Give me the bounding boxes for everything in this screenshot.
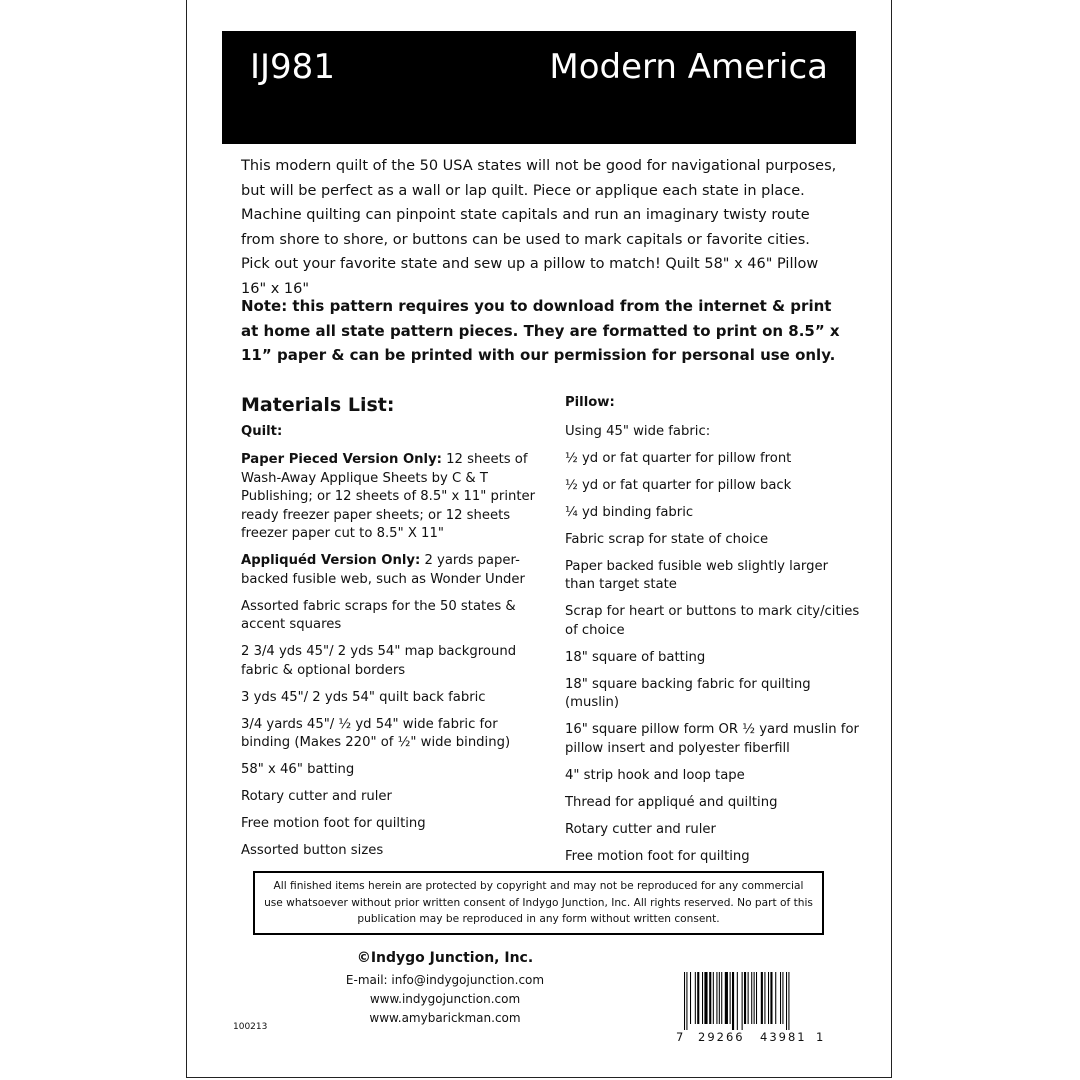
quilt-material-item: Rotary cutter and ruler [241, 789, 392, 804]
barcode-first-digit: 7 [676, 1030, 684, 1044]
upc-barcode [676, 972, 826, 1044]
pillow-material-item: Free motion foot for quilting [565, 848, 750, 864]
pillow-material-item: Paper backed fusible web slightly larger than target state [565, 558, 829, 592]
pattern-title: Modern America [549, 47, 828, 87]
barcode-bar [770, 972, 772, 1024]
barcode-bar [716, 972, 717, 1024]
publisher-info [320, 950, 570, 1028]
barcode-bar [754, 972, 755, 1024]
quilt-material-item: Assorted button sizes [241, 843, 384, 858]
barcode-bar [775, 972, 776, 1024]
barcode-left-digits: 29266 [698, 1030, 745, 1044]
barcode-bars [676, 972, 822, 1030]
pillow-material-item: 18" square of batting [565, 649, 706, 665]
barcode-bar [780, 972, 781, 1024]
barcode-bar [764, 972, 765, 1024]
barcode-bar [709, 972, 711, 1024]
barcode-bar [702, 972, 703, 1024]
designer-website[interactable]: www.amybarickman.com [369, 1011, 521, 1025]
barcode-check-digit: 1 [816, 1030, 824, 1044]
barcode-bar [786, 972, 787, 1030]
pillow-material-item: Fabric scrap for state of choice [565, 531, 769, 547]
applique-label: Appliquéd Version Only: [241, 553, 421, 568]
copyright-text: All finished items herein are protected by copyright and may not be reproduced for any commercial use whatsoever without prior written consent of Indygo Junction, Inc. All rights reserved. No part of this publication may be reproduced in any form without written consent. [264, 880, 813, 926]
quilt-material-item: 3 yds 45"/ 2 yds 54" quilt back fabric [241, 689, 486, 705]
applique-item [241, 552, 541, 589]
materials-quilt-column [241, 394, 541, 869]
barcode-bar [697, 972, 699, 1024]
barcode-bar [695, 972, 696, 1024]
pillow-heading: Pillow: [565, 395, 615, 410]
pillow-material-item: ¼ yd binding fabric [565, 504, 694, 520]
paper-pieced-item [241, 451, 541, 544]
barcode-bar [737, 972, 738, 1030]
quilt-material-item: 2 3/4 yds 45"/ 2 yds 54" map background fabric & optional borders [241, 644, 517, 678]
pillow-material-item: ½ yd or fat quarter for pillow front [565, 450, 792, 466]
barcode-right-digits: 43981 [760, 1030, 807, 1044]
barcode-bar [782, 972, 783, 1024]
barcode-bar [719, 972, 720, 1024]
pillow-material-item: ½ yd or fat quarter for pillow back [565, 477, 792, 493]
barcode-bar [756, 972, 757, 1024]
quilt-material-item: Assorted fabric scraps for the 50 states & accent squares [241, 598, 516, 632]
intro-paragraph: This modern quilt of the 50 USA states will not be good for navigational purposes, but will be perfect as a wall or lap quilt. Piece or applique each state in place. Machine quilting can pinpoint state capitals and run an imaginary twisty route from shore to shore, or buttons can be used to mark capitals or favorite cities. Pick out your favorite state and sew up a pillow to match! Quilt 58" x 46" Pillow 16" x 16" [241, 158, 837, 297]
materials-pillow-column [565, 394, 860, 875]
barcode-bar [742, 972, 743, 1030]
pillow-material-item: 4" strip hook and loop tape [565, 767, 745, 783]
barcode-bar [730, 972, 731, 1024]
pillow-material-item: 16" square pillow form OR ½ yard muslin for pillow insert and polyester fiberfill [565, 722, 859, 756]
publisher-email[interactable]: E-mail: info@indygojunction.com [345, 973, 545, 987]
quilt-material-item: 58" x 46" batting [241, 762, 355, 777]
quilt-material-item: Free motion foot for quilting [241, 816, 426, 831]
barcode-bar [744, 972, 746, 1024]
barcode-bar [748, 972, 749, 1024]
pillow-material-item: 18" square backing fabric for quilting (muslin) [565, 676, 811, 710]
barcode-bar [704, 972, 707, 1024]
item-code: 100213 [233, 1022, 268, 1032]
download-note: Note: this pattern requires you to download from the internet & print at home all state pattern pieces. They are formatted to print on 8.5” x 11” paper & can be printed with our permission for personal use only. [241, 297, 840, 364]
pillow-material-item: Thread for appliqué and quilting [565, 794, 778, 810]
applique-text: 2 yards paper-backed fusible web, such as Wonder Under [241, 553, 525, 587]
pillow-material-item: Rotary cutter and ruler [565, 821, 716, 837]
barcode-bar [725, 972, 728, 1024]
publisher-name: ©Indygo Junction, Inc. [356, 950, 534, 966]
paper-pieced-label: Paper Pieced Version Only: [241, 452, 442, 467]
barcode-digits [676, 1030, 826, 1044]
copyright-notice-box [253, 871, 824, 935]
quilt-material-item: 3/4 yards 45"/ ½ yd 54" wide fabric for binding (Makes 220" of ½" wide binding) [241, 716, 511, 750]
barcode-bar [686, 972, 687, 1030]
barcode-bar [751, 972, 752, 1024]
barcode-bar [713, 972, 714, 1024]
barcode-bar [684, 972, 685, 1030]
quilt-heading: Quilt: [241, 423, 283, 439]
pillow-material-item: Scrap for heart or buttons to mark city/cities of choice [565, 604, 860, 638]
barcode-bar [732, 972, 734, 1030]
barcode-bar [761, 972, 763, 1024]
publisher-website[interactable]: www.indygojunction.com [369, 992, 521, 1006]
materials-heading: Materials List: [241, 394, 395, 416]
barcode-bar [788, 972, 789, 1030]
barcode-bar [690, 972, 691, 1024]
pattern-code: IJ981 [250, 47, 335, 87]
paper-pieced-text: 12 sheets of Wash-Away Applique Sheets by C & T Publishing; or 12 sheets of 8.5" x 11" printer ready freezer paper sheets; or 12 sheets freezer paper cut to 8.5" X 11" [241, 452, 536, 541]
barcode-bar [721, 972, 722, 1024]
title-banner [222, 31, 856, 144]
barcode-bar [768, 972, 769, 1024]
pillow-material-item: Using 45" wide fabric: [565, 423, 711, 439]
